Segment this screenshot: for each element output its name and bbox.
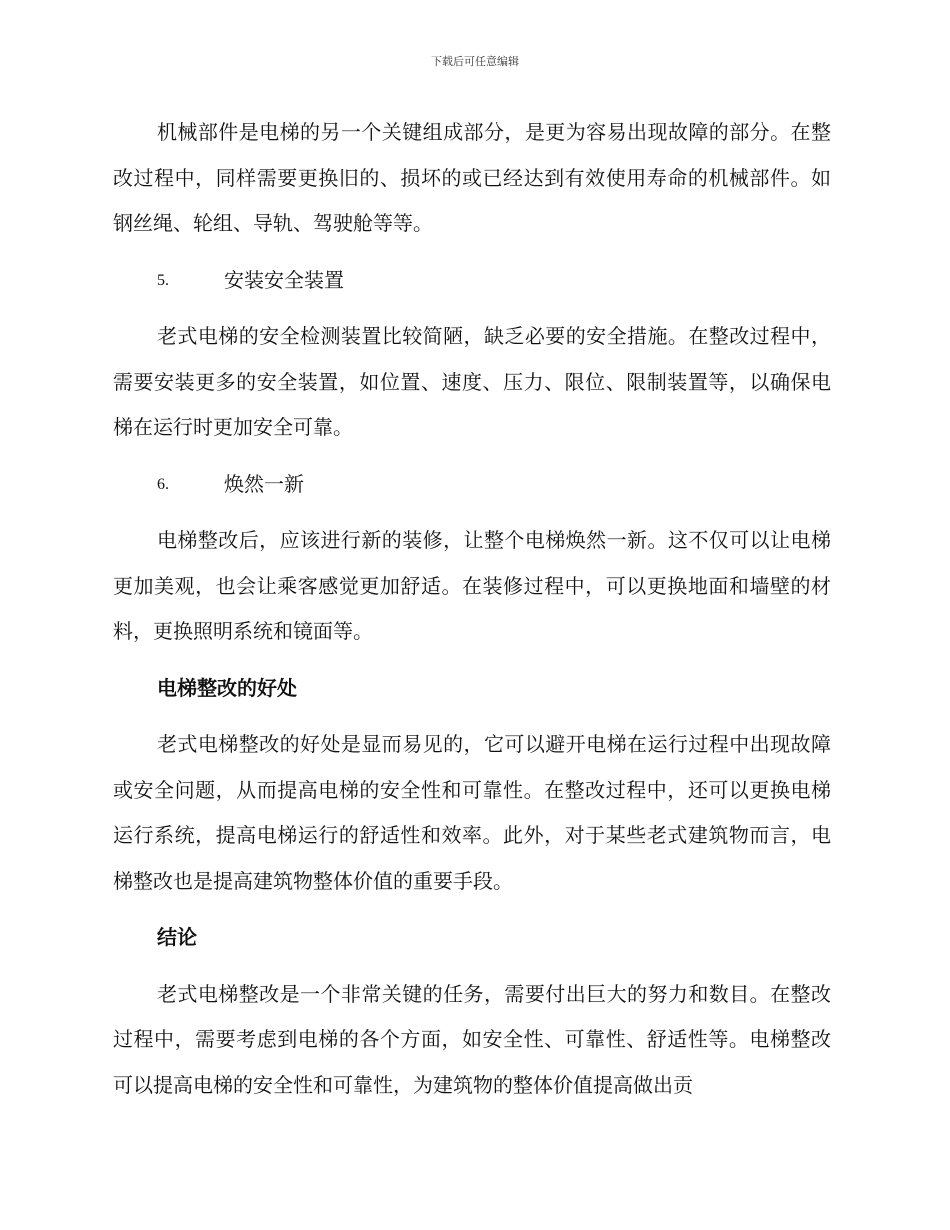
section-heading-benefits: 电梯整改的好处 <box>157 675 297 700</box>
paragraph-benefits: 老式电梯整改的好处是显而易见的，它可以避开电梯在运行过程中出现故障或安全问题，从而提高电梯的安全性和可靠性。在整改过程中，还可以更换电梯运行系统，提高电梯运行的舒适性和效率。此外，对于某些老式建筑物而言，电梯整改也是提高建筑物整体价值的重要手段。 <box>113 732 831 893</box>
list-item-6 <box>113 462 831 508</box>
page-header: 下载后可任意编辑 <box>431 55 519 68</box>
list-title: 安装安全装置 <box>224 267 344 292</box>
paragraph-mechanical-parts: 机械部件是电梯的另一个关键组成部分，是更为容易出现故障的部分。在整改过程中，同样需要更换旧的、损坏的或已经达到有效使用寿命的机械部件。如钢丝绳、轮组、导轨、驾驶舱等等。 <box>113 120 831 235</box>
paragraph-safety-devices: 老式电梯的安全检测装置比较简陋，缺乏必要的安全措施。在整改过程中，需要安装更多的安全装置，如位置、速度、压力、限位、限制装置等，以确保电梯在运行时更加安全可靠。 <box>113 324 831 439</box>
list-number: 6. <box>157 475 169 493</box>
list-number: 5. <box>157 271 169 289</box>
paragraph-conclusion: 老式电梯整改是一个非常关键的任务，需要付出巨大的努力和数目。在整改过程中，需要考虑到电梯的各个方面，如安全性、可靠性、舒适性等。电梯整改可以提高电梯的安全性和可靠性，为建筑物的整体价值提高做出贡 <box>113 981 831 1097</box>
list-item-5 <box>113 258 831 304</box>
list-title: 焕然一新 <box>224 471 304 496</box>
paragraph-renovation: 电梯整改后，应该进行新的装修，让整个电梯焕然一新。这不仅可以让电梯更加美观，也会让乘客感觉更加舒适。在装修过程中，可以更换地面和墙壁的材料，更换照明系统和镜面等。 <box>113 528 831 643</box>
section-heading-conclusion: 结论 <box>157 925 197 949</box>
document-body <box>113 110 831 1119</box>
